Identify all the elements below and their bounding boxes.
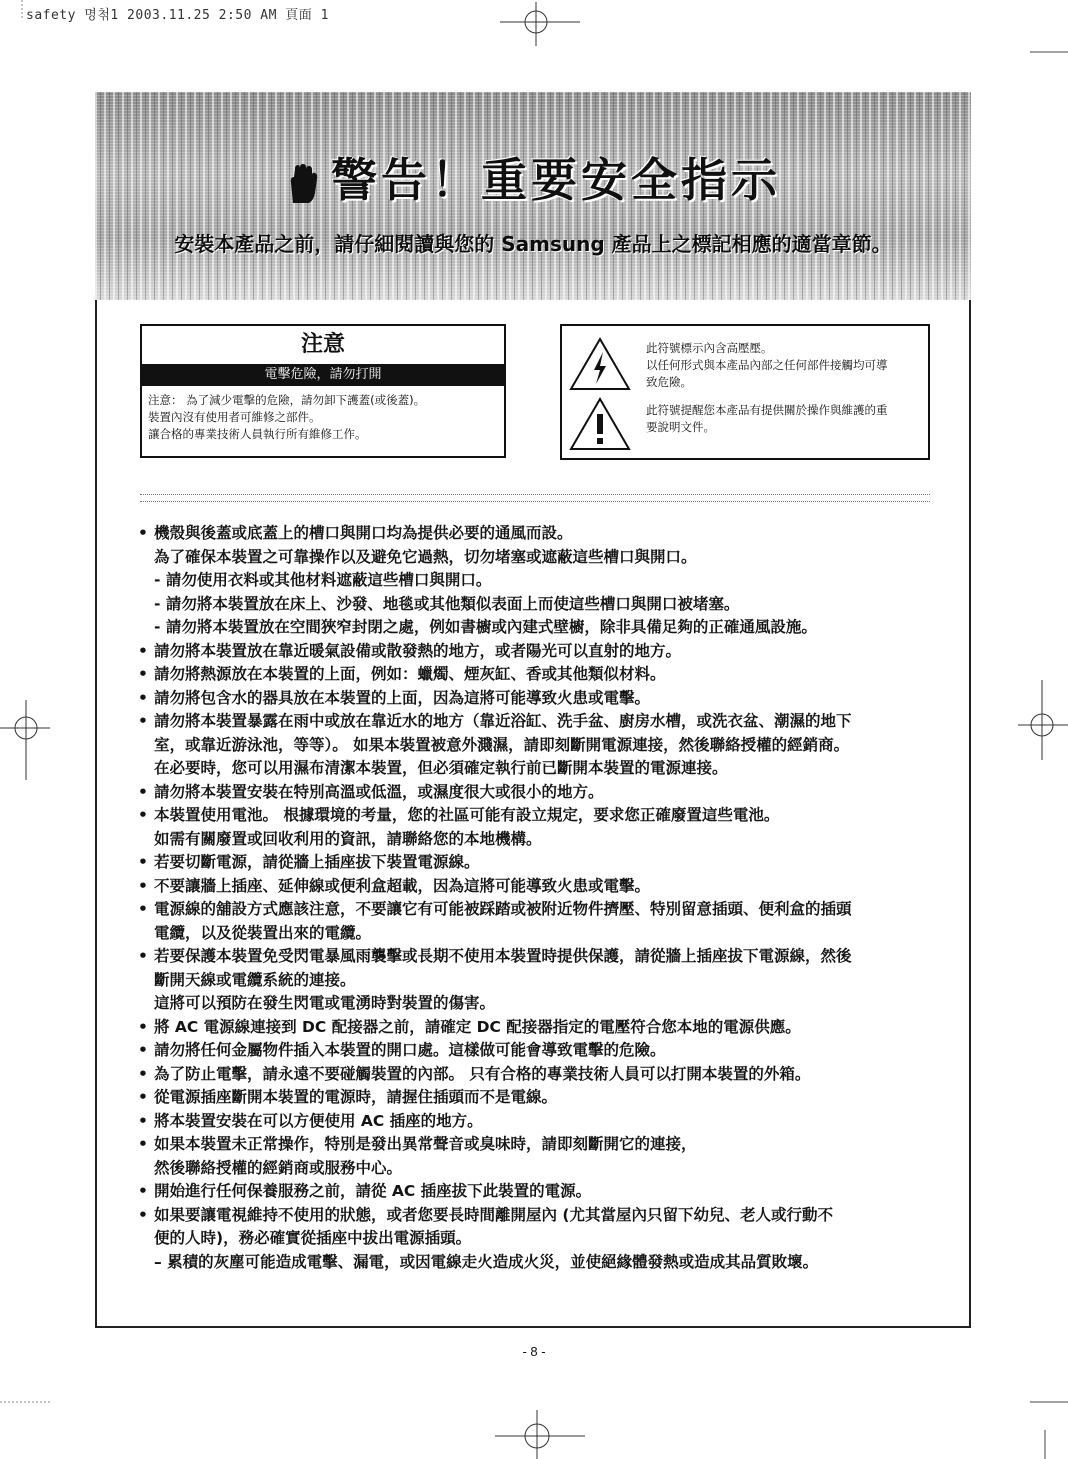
bullet-item xyxy=(138,875,938,899)
bullet-item xyxy=(138,781,938,805)
bullet-dot: • xyxy=(138,1064,148,1083)
item-text: 在必要時，您可以用濕布清潔本裝置，但必須確定執行前已斷開本裝置的電源連接。 xyxy=(154,759,728,777)
bullet-dot: • xyxy=(138,876,148,895)
item-text: 開始進行任何保養服務之前，請從 AC 插座拔下此裝置的電源。 xyxy=(154,1182,592,1200)
continuation-line xyxy=(138,546,938,570)
safety-instructions xyxy=(138,522,938,1274)
caution-line: 裝置內沒有使用者可維修之部件。 xyxy=(148,410,321,424)
bullet-item xyxy=(138,1039,938,1063)
item-text: - 請勿將本裝置放在床上、沙發、地毯或其他類似表面上而使這些槽口與開口被堵塞。 xyxy=(154,594,740,613)
bullet-dot: • xyxy=(138,688,148,707)
item-text: 機殼與後蓋或底蓋上的槽口與開口均為提供必要的通風而設。 xyxy=(154,524,573,542)
continuation-line xyxy=(138,757,938,781)
item-text: 如需有關廢置或回收利用的資訊，請聯絡您的本地機構。 xyxy=(154,829,542,848)
item-text: 電纜，以及從裝置出來的電纜。 xyxy=(154,923,372,942)
continuation-line xyxy=(138,1251,938,1275)
bullet-item xyxy=(138,1204,938,1228)
bullet-dot: • xyxy=(138,1041,148,1059)
bullet-dot: • xyxy=(138,1135,148,1153)
bullet-item xyxy=(138,640,938,664)
bullet-dot: • xyxy=(138,782,148,801)
item-text: 如果要讓電視維持不使用的狀態，或者您要長時間離開屋內 (尤其當屋內只留下幼兒、老人或行動不 xyxy=(154,1205,833,1224)
bullet-dot: • xyxy=(138,1205,148,1224)
item-text: 請勿將任何金屬物件插入本裝置的開口處。這樣做可能會導致電擊的危險。 xyxy=(154,1041,666,1059)
continuation-line xyxy=(138,569,938,593)
bullet-item xyxy=(138,1063,938,1087)
bullet-item xyxy=(138,663,938,687)
bullet-item xyxy=(138,522,938,546)
item-text: 請勿將本裝置暴露在雨中或放在靠近水的地方（靠近浴缸、洗手盆、廚房水槽，或洗衣盆、潮濕的地下 xyxy=(154,712,852,730)
bullet-dot: • xyxy=(138,712,148,730)
print-slug: safety 명첚1 2003.11.25 2:50 AM 頁面 1 xyxy=(26,8,329,23)
bullet-item xyxy=(138,1110,938,1134)
bullet-item xyxy=(138,710,938,734)
bullet-dot: • xyxy=(138,853,148,871)
exclamation-text-line: 要說明文件。 xyxy=(646,420,715,434)
bullet-item xyxy=(138,687,938,711)
item-text: - 請勿將本裝置放在空間狹窄封閉之處，例如書櫥或內建式壁櫥，除非具備足夠的正確通風設施。 xyxy=(154,618,817,636)
exclamation-symbol-text xyxy=(646,402,918,436)
lightning-warning-icon xyxy=(568,336,632,392)
item-text: 從電源插座斷開本裝置的電源時，請握住插頭而不是電線。 xyxy=(154,1088,558,1106)
item-text: 便的人時)，務必確實從插座中拔出電源插頭。 xyxy=(154,1229,472,1247)
lightning-text-line: 此符號標示內含高壓壓。 xyxy=(646,341,773,355)
item-text: 若要切斷電源，請從牆上插座拔下裝置電源線。 xyxy=(154,853,480,871)
bullet-item xyxy=(138,1133,938,1157)
bullet-dot: • xyxy=(138,1088,148,1106)
symbols-box xyxy=(560,324,930,460)
section-divider xyxy=(140,494,930,502)
continuation-line xyxy=(138,1157,938,1181)
item-text: 斷開天線或電纜系統的連接。 xyxy=(154,970,356,989)
item-text: 若要保護本裝置免受閃電暴風雨襲擊或長期不使用本裝置時提供保護，請從牆上插座拔下電源線，然後 xyxy=(154,947,852,965)
lightning-symbol-row xyxy=(562,336,928,396)
exclamation-warning-icon xyxy=(568,396,632,452)
continuation-line xyxy=(138,922,938,946)
item-text: 為了防止電擊，請永遠不要碰觸裝置的內部。 只有合格的專業技術人員可以打開本裝置的外箱。 xyxy=(154,1064,811,1083)
item-text: 室，或靠近游泳池，等等）。 如果本裝置被意外濺濕，請即刻斷開電源連接，然後聯絡授權的經銷商。 xyxy=(154,735,850,754)
warning-banner xyxy=(95,92,971,300)
bullet-item xyxy=(138,945,938,969)
continuation-line xyxy=(138,828,938,852)
item-text: 將 AC 電源線連接到 DC 配接器之前，請確定 DC 配接器指定的電壓符合您本地的電源供應。 xyxy=(154,1017,801,1036)
bullet-item xyxy=(138,898,938,922)
item-text: 如果本裝置未正常操作，特別是發出異常聲音或臭味時，請即刻斷開它的連接， xyxy=(154,1135,697,1153)
bullet-dot: • xyxy=(138,806,148,824)
bullet-item xyxy=(138,1016,938,1040)
bullet-item xyxy=(138,1086,938,1110)
banner-subtitle: 安裝本產品之前，請仔細閱讀與您的 Samsung 產品上之標記相應的適當章節。 xyxy=(174,232,892,256)
continuation-line xyxy=(138,616,938,640)
banner-title: 警告！重要安全指示 xyxy=(331,153,781,207)
bullet-dot: • xyxy=(138,665,148,683)
item-text: 本裝置使用電池。 根據環境的考量，您的社區可能有設立規定，要求您正確廢置這些電池。 xyxy=(154,806,780,824)
bullet-dot: • xyxy=(138,900,148,918)
item-text: 請勿將熱源放在本裝置的上面，例如：蠟燭、煙灰缸、香或其他類似材料。 xyxy=(154,665,666,683)
caution-body xyxy=(142,386,504,443)
caution-box xyxy=(140,324,506,458)
item-text: 電源線的舖設方式應該注意，不要讓它有可能被踩踏或被附近物件擠壓、特別留意插頭、便利盒的插頭 xyxy=(154,900,852,918)
continuation-line xyxy=(138,969,938,993)
item-text: 請勿將本裝置放在靠近暖氣設備或散發熱的地方，或者陽光可以直射的地方。 xyxy=(154,641,682,660)
hand-stop-icon xyxy=(285,163,319,205)
caution-line: 注意： 為了減少電擊的危險，請勿卸下護蓋(或後蓋)。 xyxy=(148,393,426,407)
bullet-dot: • xyxy=(138,524,148,542)
bullet-dot: • xyxy=(138,1111,148,1130)
continuation-line xyxy=(138,593,938,617)
caution-title: 注意 xyxy=(300,332,345,357)
item-text: 將本裝置安裝在可以方便使用 AC 插座的地方。 xyxy=(154,1111,483,1130)
caution-bar: 電擊危險，請勿打開 xyxy=(142,364,504,386)
item-text: 這將可以預防在發生閃電或電湧時對裝置的傷害。 xyxy=(154,994,496,1012)
item-text: 請勿將本裝置安裝在特別高溫或低溫，或濕度很大或很小的地方。 xyxy=(154,782,604,801)
lightning-symbol-text xyxy=(646,340,918,391)
lightning-text-line: 致危險。 xyxy=(646,375,692,389)
item-text: 不要讓牆上插座、延伸線或便利盒超載，因為這將可能導致火患或電擊。 xyxy=(154,876,651,895)
caution-line: 讓合格的專業技術人員執行所有維修工作。 xyxy=(148,427,367,441)
bullet-dot: • xyxy=(138,1017,148,1036)
item-text: 為了確保本裝置之可靠操作以及避免它過熱，切勿堵塞或遮蔽這些槽口與開口。 xyxy=(154,547,697,566)
page-number: - 8 - xyxy=(522,1344,546,1359)
item-text: – 累積的灰塵可能造成電擊、漏電，或因電線走火造成火災，並使絕緣體發熱或造成其品質敗壞。 xyxy=(154,1252,819,1271)
continuation-line xyxy=(138,1227,938,1251)
lightning-text-line: 以任何形式與本產品內部之任何部件接觸均可導 xyxy=(646,358,888,372)
bullet-dot: • xyxy=(138,1182,148,1200)
continuation-line xyxy=(138,992,938,1016)
banner-title-row xyxy=(95,144,971,210)
bullet-dot: • xyxy=(138,641,148,660)
bullet-item xyxy=(138,851,938,875)
bullet-dot: • xyxy=(138,947,148,965)
continuation-line xyxy=(138,734,938,758)
item-text: 然後聯絡授權的經銷商或服務中心。 xyxy=(154,1158,403,1177)
bullet-item xyxy=(138,804,938,828)
exclamation-symbol-row xyxy=(562,396,928,456)
bullet-item xyxy=(138,1180,938,1204)
item-text: 請勿將包含水的器具放在本裝置的上面，因為這將可能導致火患或電擊。 xyxy=(154,688,651,707)
exclamation-text-line: 此符號提醒您本產品有提供關於操作與維護的重 xyxy=(646,403,888,417)
item-text: - 請勿使用衣料或其他材料遮蔽這些槽口與開口。 xyxy=(154,571,492,589)
